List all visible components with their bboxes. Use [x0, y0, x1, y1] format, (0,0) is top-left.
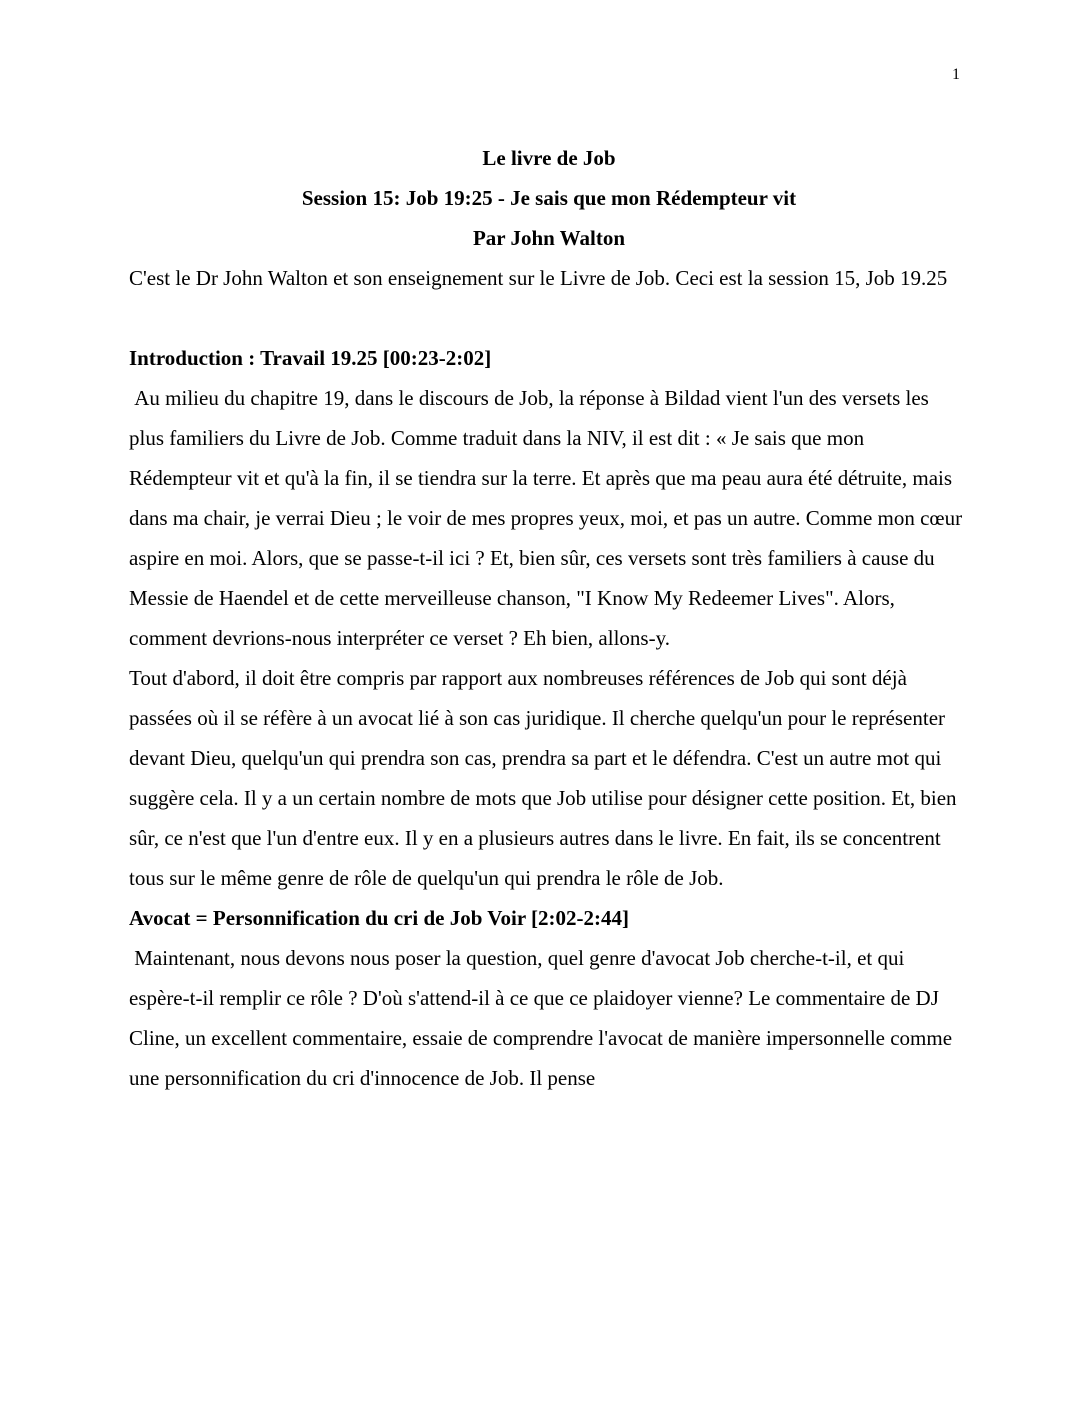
- section-heading: Avocat = Personnification du cri de Job Voir [2:02-2:44]: [129, 906, 629, 930]
- page-number: 1: [952, 66, 960, 83]
- body-paragraph: Maintenant, nous devons nous poser la question, quel genre d'avocat Job cherche-t-il, et qui espère-t-il remplir ce rôle ? D'où s'attend-il à ce que ce plaidoyer vienne? Le commentaire de DJ Cline, un excellent commentaire, essaie de comprendre l'avocat de manière impersonnelle comme une personnification du cri d'innocence de Job. Il pense: [129, 946, 958, 1090]
- body-paragraph: Au milieu du chapitre 19, dans le discours de Job, la réponse à Bildad vient l'un des versets les plus familiers du Livre de Job. Comme traduit dans la NIV, il est dit : « Je sais que mon Rédempteur vit et qu'à la fin, il se tiendra sur la terre. Et après que ma peau aura été détruite, mais dans ma chair, je verrai Dieu ; le voir de mes propres yeux, moi, et pas un autre. Comme mon cœur aspire en moi. Alors, que se passe-t-il ici ? Et, bien sûr, ces versets sont très familiers à cause du Messie de Haendel et de cette merveilleuse chanson, "I Know My Redeemer Lives". Alors, comment devrions-nous interpréter ce verset ? Eh bien, allons-y.: [129, 386, 968, 650]
- body-paragraph: Tout d'abord, il doit être compris par rapport aux nombreuses références de Job qui sont déjà passées où il se réfère à un avocat lié à son cas juridique. Il cherche quelqu'un pour le représenter devant Dieu, quelqu'un qui prendra son cas, prendra sa part et le défendra. C'est un autre mot qui suggère cela. Il y a un certain nombre de mots que Job utilise pour désigner cette position. Et, bien sûr, ce n'est que l'un d'entre eux. Il y en a plusieurs autres dans le livre. En fait, ils se concentrent tous sur le même genre de rôle de quelqu'un qui prendra le rôle de Job.: [129, 666, 957, 890]
- document-title: Le livre de Job: [482, 146, 616, 170]
- section-heading: Introduction : Travail 19.25 [00:23-2:02]: [129, 346, 492, 370]
- spacer: [129, 298, 969, 338]
- document-author: Par John Walton: [472, 226, 626, 250]
- document-subtitle: Session 15: Job 19:25 - Je sais que mon Rédempteur vit: [301, 186, 797, 210]
- intro-paragraph: C'est le Dr John Walton et son enseignement sur le Livre de Job. Ceci est la session 15, Job 19.25: [129, 266, 948, 290]
- document-body: [129, 138, 969, 1098]
